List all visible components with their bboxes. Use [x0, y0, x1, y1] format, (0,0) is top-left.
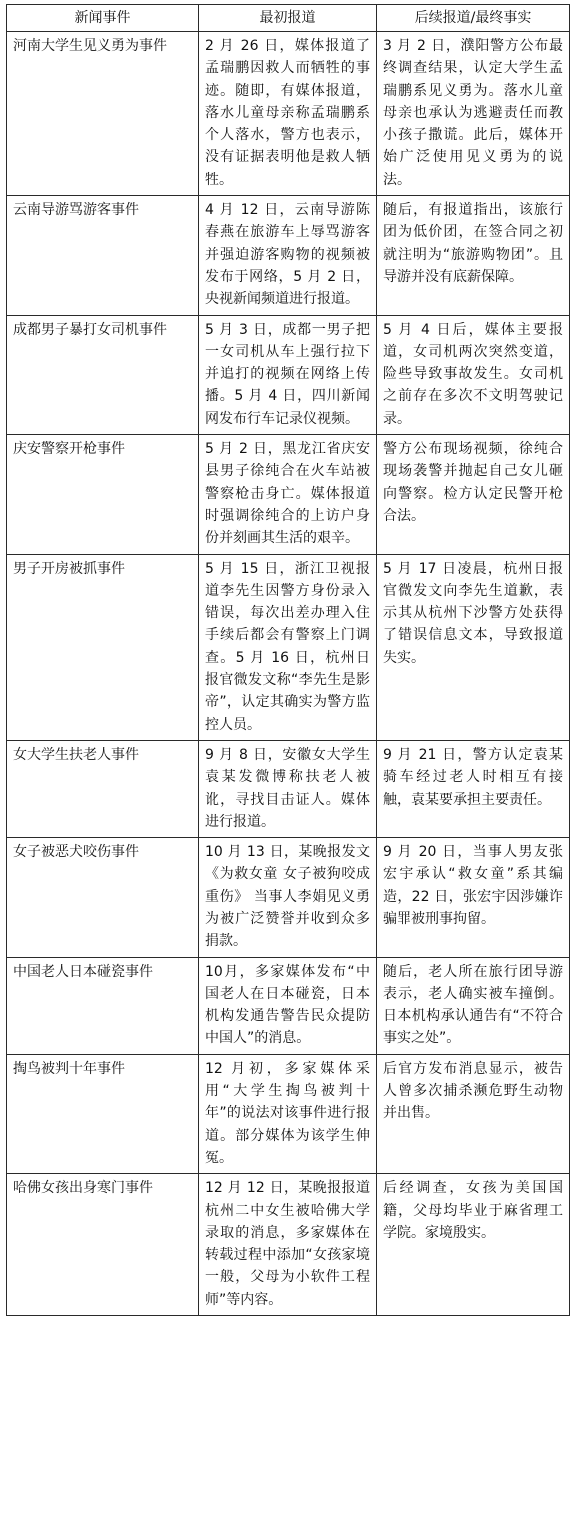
table-row	[7, 32, 570, 196]
table-row	[7, 740, 570, 837]
event-cell: 云南导游骂游客事件	[7, 196, 199, 315]
follow-up-cell: 5 月 4 日后，媒体主要报道，女司机两次突然变道，险些导致事故发生。女司机之前存在多次不文明驾驶记录。	[377, 315, 570, 434]
follow-up-cell: 警方公布现场视频，徐纯合现场袭警并抛起自己女儿砸向警察。检方认定民警开枪合法。	[377, 435, 570, 554]
initial-report-cell: 9 月 8 日，安徽女大学生袁某发微博称扶老人被讹，寻找目击证人。媒体进行报道。	[199, 740, 377, 837]
follow-up-cell: 3 月 2 日，濮阳警方公布最终调查结果，认定大学生孟瑞鹏系见义勇为。落水儿童母亲也承认为逃避责任而教小孩子撒谎。此后，媒体开始广泛使用见义勇为的说法。	[377, 32, 570, 196]
event-cell: 哈佛女孩出身寒门事件	[7, 1174, 199, 1316]
header-event: 新闻事件	[7, 5, 199, 32]
table-row	[7, 554, 570, 740]
initial-report-cell: 12 月初，多家媒体采用“大学生掏鸟被判十年”的说法对该事件进行报道。部分媒体为该学生伸冤。	[199, 1054, 377, 1173]
event-cell: 掏鸟被判十年事件	[7, 1054, 199, 1173]
event-cell: 男子开房被抓事件	[7, 554, 199, 740]
initial-report-cell: 10 月 13 日，某晚报发文《为救女童 女子被狗咬成重伤》 当事人李娟见义勇为被广泛赞誉并收到众多捐款。	[199, 838, 377, 957]
table-row	[7, 435, 570, 554]
table-row	[7, 1054, 570, 1173]
follow-up-cell: 随后，有报道指出，该旅行团为低价团，在签合同之初就注明为“旅游购物团”。且导游并没有底薪保障。	[377, 196, 570, 315]
initial-report-cell: 4 月 12 日，云南导游陈春燕在旅游车上辱骂游客并强迫游客购物的视频被发布于网络，5 月 2 日，央视新闻频道进行报道。	[199, 196, 377, 315]
initial-report-cell: 5 月 3 日，成都一男子把一女司机从车上强行拉下并追打的视频在网络上传播。5 月 4 日，四川新闻网发布行车记录仪视频。	[199, 315, 377, 434]
event-cell: 成都男子暴打女司机事件	[7, 315, 199, 434]
follow-up-cell: 5 月 17 日凌晨，杭州日报官微发文向李先生道歉，表示其从杭州下沙警方处获得了错误信息文本，导致报道失实。	[377, 554, 570, 740]
table-row	[7, 838, 570, 957]
header-initial-report: 最初报道	[199, 5, 377, 32]
follow-up-cell: 9 月 20 日，当事人男友张宏宇承认“救女童”系其编造，22 日，张宏宇因涉嫌诈骗罪被刑事拘留。	[377, 838, 570, 957]
table-row	[7, 1174, 570, 1316]
table-row	[7, 315, 570, 434]
initial-report-cell: 12 月 12 日，某晚报报道杭州二中女生被哈佛大学录取的消息，多家媒体在转载过程中添加“女孩家境一般，父母为小软件工程师”等内容。	[199, 1174, 377, 1316]
initial-report-cell: 5 月 2 日，黑龙江省庆安县男子徐纯合在火车站被警察枪击身亡。媒体报道时强调徐纯合的上访户身份并刻画其生活的艰辛。	[199, 435, 377, 554]
event-cell: 中国老人日本碰瓷事件	[7, 957, 199, 1054]
event-cell: 庆安警察开枪事件	[7, 435, 199, 554]
event-cell: 女大学生扶老人事件	[7, 740, 199, 837]
event-cell: 女子被恶犬咬伤事件	[7, 838, 199, 957]
initial-report-cell: 10月，多家媒体发布“中国老人在日本碰瓷，日本机构发通告警告民众提防中国人”的消息。	[199, 957, 377, 1054]
event-cell: 河南大学生见义勇为事件	[7, 32, 199, 196]
header-follow-up: 后续报道/最终事实	[377, 5, 570, 32]
follow-up-cell: 随后，老人所在旅行团导游表示，老人确实被车撞倒。日本机构承认通告有“不符合事实之处”。	[377, 957, 570, 1054]
news-events-table	[6, 4, 570, 1316]
table-body	[7, 32, 570, 1316]
follow-up-cell: 后经调查，女孩为美国国籍，父母均毕业于麻省理工学院。家境殷实。	[377, 1174, 570, 1316]
table-header	[7, 5, 570, 32]
follow-up-cell: 9 月 21 日，警方认定袁某骑车经过老人时相互有接触，袁某要承担主要责任。	[377, 740, 570, 837]
initial-report-cell: 2 月 26 日，媒体报道了孟瑞鹏因救人而牺牲的事迹。随即，有媒体报道，落水儿童母亲称孟瑞鹏系个人落水，警方也表示，没有证据表明他是救人牺牲。	[199, 32, 377, 196]
initial-report-cell: 5 月 15 日，浙江卫视报道李先生因警方身份录入错误，每次出差办理入住手续后都会有警察上门调查。5 月 16 日，杭州日报官微发文称“李先生是影帝”，认定其确实为警方监控人员。	[199, 554, 377, 740]
follow-up-cell: 后官方发布消息显示，被告人曾多次捕杀濒危野生动物并出售。	[377, 1054, 570, 1173]
table-row	[7, 957, 570, 1054]
header-row	[7, 5, 570, 32]
table-row	[7, 196, 570, 315]
